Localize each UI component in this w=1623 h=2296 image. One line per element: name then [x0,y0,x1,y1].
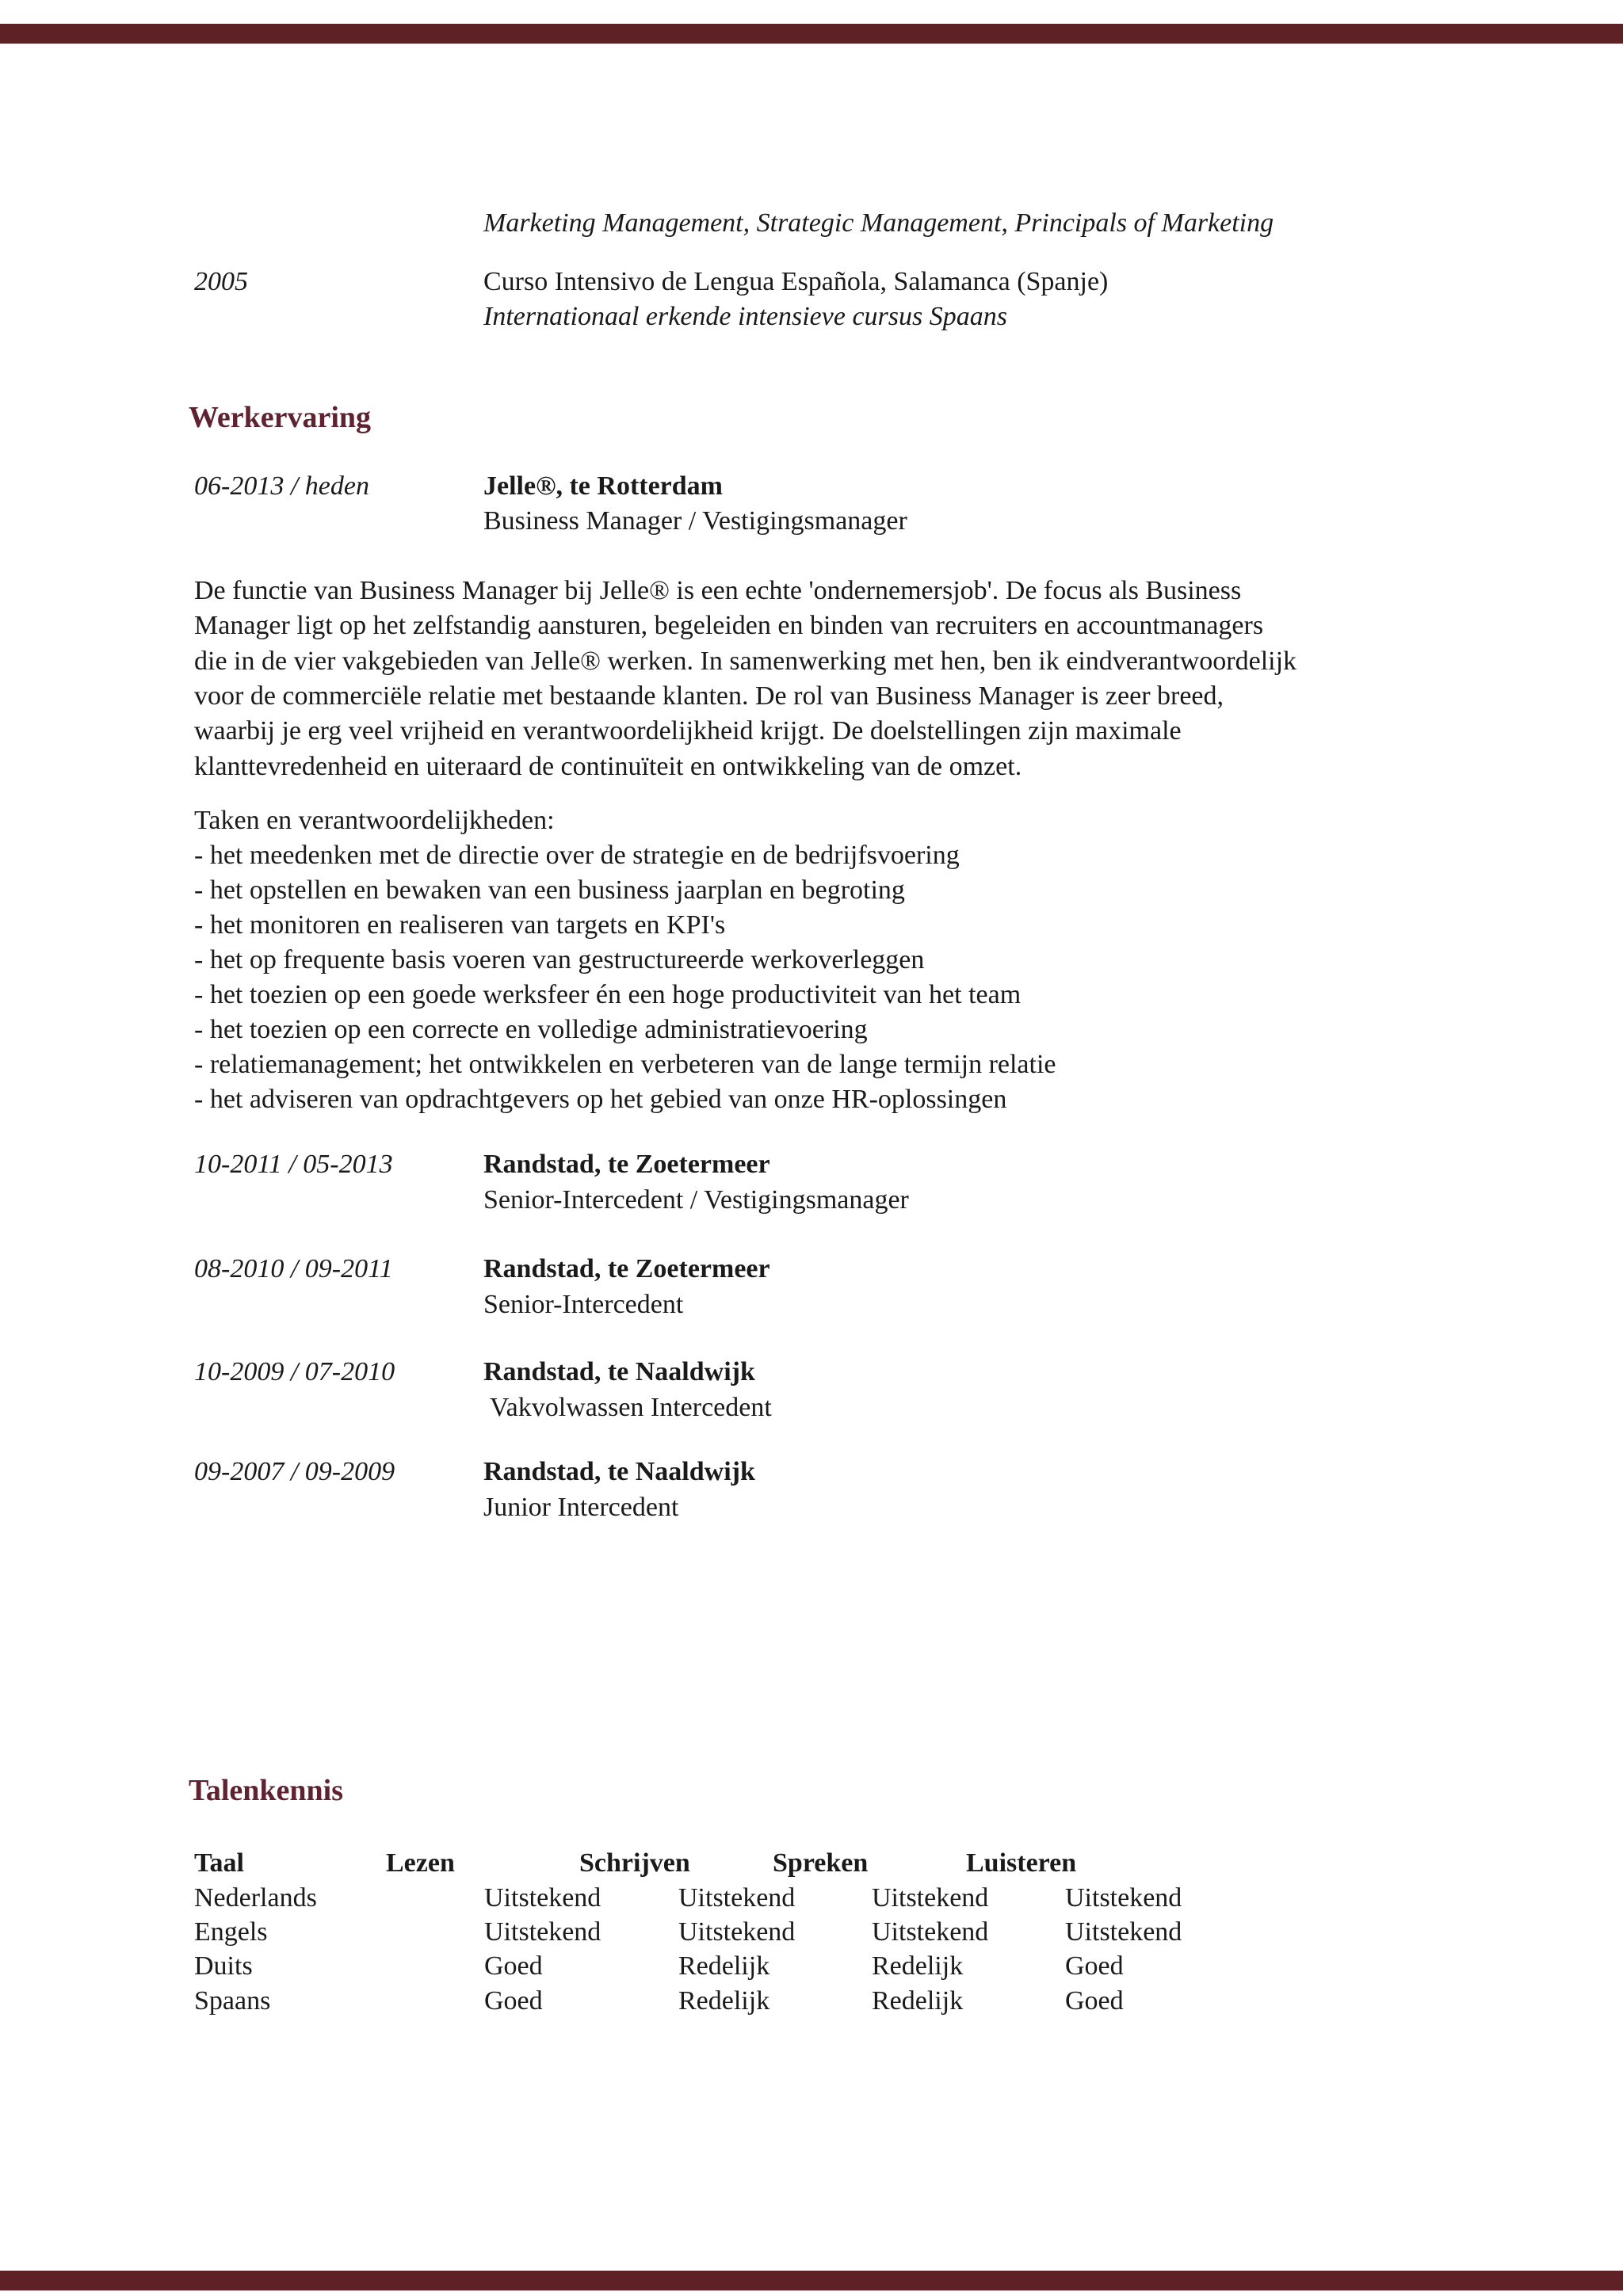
task-item: - het op frequente basis voeren van gestructureerde werkoverleggen [194,945,925,974]
job-company: Jelle®, te Rotterdam [483,471,723,501]
bottom-border-bar [0,2271,1623,2290]
top-border-bar [0,24,1623,44]
job-date: 10-2009 / 07-2010 [194,1357,395,1386]
language-skill: Redelijk [872,1986,964,2016]
language-skill: Uitstekend [678,1883,796,1913]
job-company: Randstad, te Naaldwijk [483,1457,755,1486]
job-date: 08-2010 / 09-2011 [194,1254,393,1283]
job-description-line: De functie van Business Manager bij Jelle® is een echte 'ondernemersjob'. De focus als Business [194,576,1242,605]
job-date: 10-2011 / 05-2013 [194,1150,393,1179]
task-item: - het meedenken met de directie over de strategie en de bedrijfsvoering [194,841,960,870]
job-description-line: die in de vier vakgebieden van Jelle® werken. In samenwerking met hen, ben ik eindverantwoordelijk [194,646,1297,676]
language-skill: Uitstekend [484,1883,601,1913]
language-skill: Uitstekend [1065,1883,1182,1913]
language-name: Nederlands [194,1883,317,1913]
language-skill: Redelijk [678,1986,770,2016]
language-skill: Uitstekend [1065,1917,1182,1947]
job-description-line: waarbij je erg veel vrijheid en verantwoordelijkheid krijgt. De doelstellingen zijn maximale [194,716,1182,746]
language-table-header-spreken: Spreken [773,1848,869,1878]
section-heading-talenkennis: Talenkennis [189,1774,344,1807]
language-skill: Goed [484,1986,543,2016]
language-table-header-luisteren: Luisteren [966,1848,1077,1878]
language-name: Duits [194,1951,253,1981]
job-role: Junior Intercedent [483,1493,679,1522]
language-skill: Goed [1065,1986,1124,2016]
job-description-line: klanttevredenheid en uiteraard de continuïteit en ontwikkeling van de omzet. [194,752,1022,781]
task-item: - het adviseren van opdrachtgevers op het gebied van onze HR-oplossingen [194,1085,1007,1114]
job-company: Randstad, te Zoetermeer [483,1254,770,1283]
course-subtitle: Internationaal erkende intensieve cursus Spaans [483,302,1007,331]
language-name: Spaans [194,1986,271,2016]
tasks-intro: Taken en verantwoordelijkheden: [194,806,555,835]
task-item: - het toezien op een correcte en volledige administratievoering [194,1015,868,1044]
task-item: - relatiemanagement; het ontwikkelen en verbeteren van de lange termijn relatie [194,1050,1056,1079]
language-skill: Redelijk [872,1951,964,1981]
job-description-line: voor de commerciële relatie met bestaande klanten. De rol van Business Manager is zeer breed, [194,681,1224,711]
language-name: Engels [194,1917,268,1947]
language-skill: Uitstekend [872,1883,989,1913]
course-summary-line: Marketing Management, Strategic Management, Principals of Marketing [483,208,1274,238]
course-title: Curso Intensivo de Lengua Española, Salamanca (Spanje) [483,267,1109,296]
language-skill: Goed [1065,1951,1124,1981]
job-role: Business Manager / Vestigingsmanager [483,506,907,536]
education-year: 2005 [194,267,248,296]
section-heading-werkervaring: Werkervaring [189,401,372,434]
task-item: - het opstellen en bewaken van een business jaarplan en begroting [194,875,905,905]
job-company: Randstad, te Naaldwijk [483,1357,755,1386]
language-skill: Uitstekend [678,1917,796,1947]
job-date: 06-2013 / heden [194,471,369,501]
job-company: Randstad, te Zoetermeer [483,1150,770,1179]
language-skill: Uitstekend [872,1917,989,1947]
job-description-line: Manager ligt op het zelfstandig aansturen, begeleiden en binden van recruiters en accountmanagers [194,611,1264,640]
job-role: Senior-Intercedent [483,1290,684,1319]
task-item: - het monitoren en realiseren van targets en KPI's [194,910,726,940]
job-role: Vakvolwassen Intercedent [483,1393,772,1422]
language-skill: Uitstekend [484,1917,601,1947]
language-skill: Goed [484,1951,543,1981]
language-table-header-lezen: Lezen [386,1848,455,1878]
language-table-header-schrijven: Schrijven [579,1848,690,1878]
language-table-header-taal: Taal [194,1848,245,1878]
task-item: - het toezien op een goede werksfeer én een hoge productiviteit van het team [194,980,1022,1009]
language-skill: Redelijk [678,1951,770,1981]
job-role: Senior-Intercedent / Vestigingsmanager [483,1185,909,1215]
job-date: 09-2007 / 09-2009 [194,1457,395,1486]
